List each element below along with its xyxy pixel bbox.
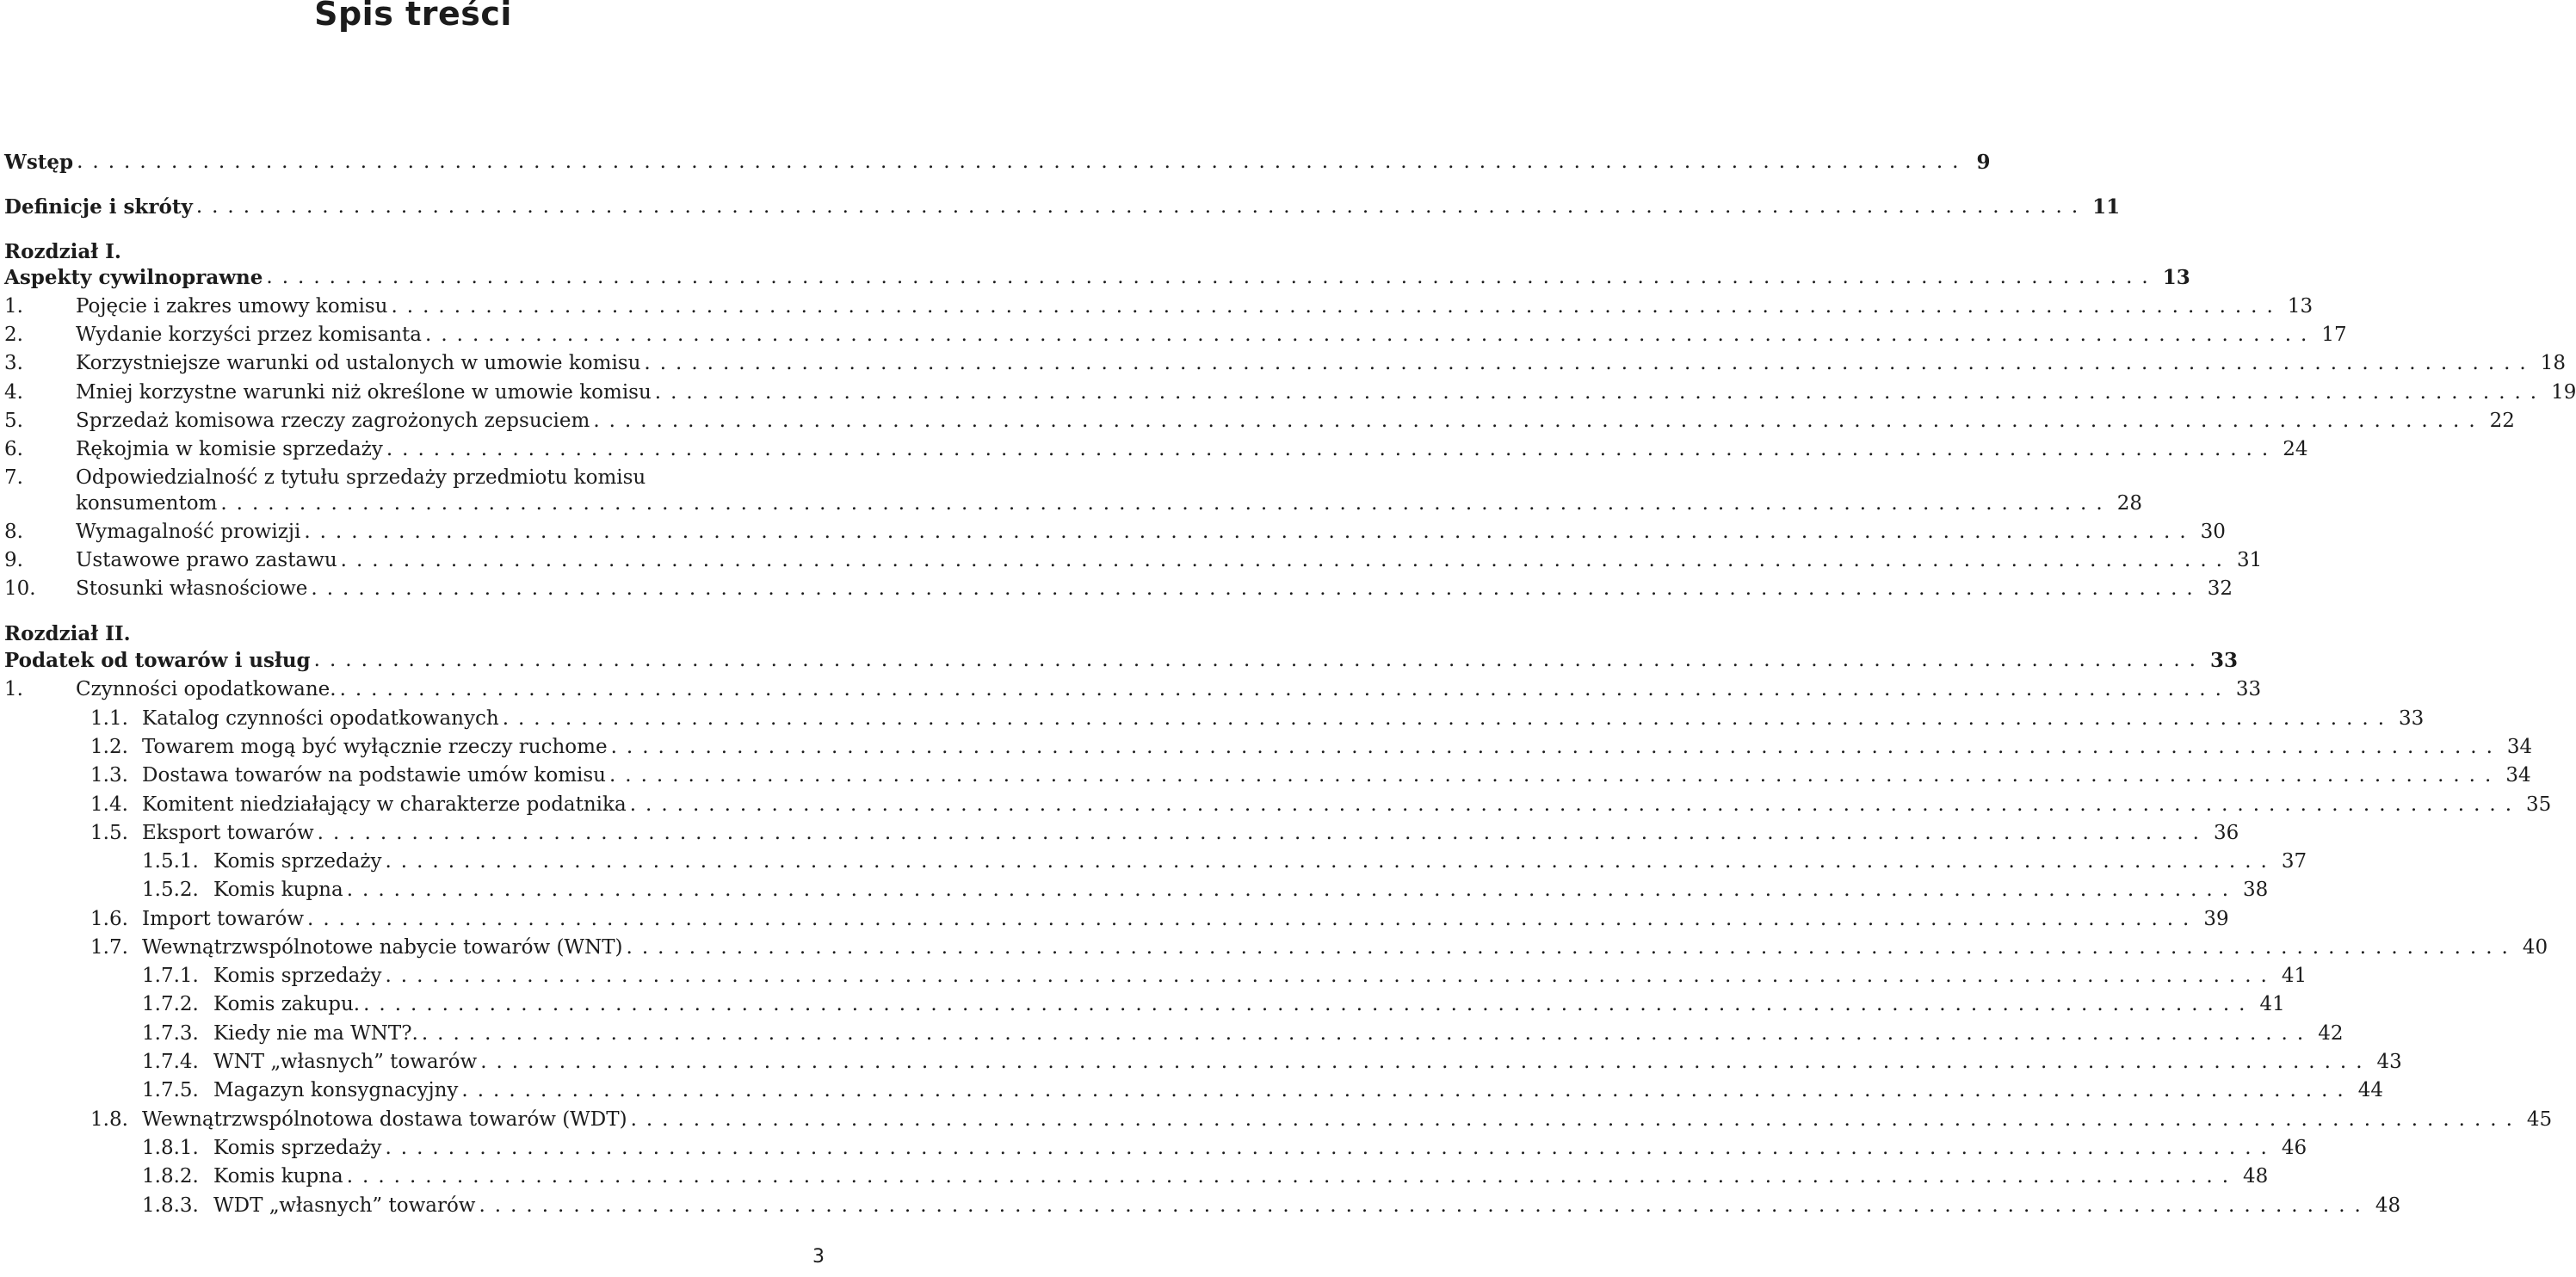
toc-entry[interactable] xyxy=(0,464,826,492)
toc-entry-label: Katalog czynności opodatkowanych xyxy=(142,705,503,733)
toc-entry-label: Komis sprzedaży xyxy=(213,1134,386,1163)
toc-entry-page: 31 xyxy=(2236,549,2263,571)
toc-entry-label: Komis kupna xyxy=(213,876,347,904)
page-title: Spis treści xyxy=(314,0,512,33)
chapter-heading: Rozdział II. xyxy=(4,622,131,645)
toc-entry-label: Dostawa towarów na podstawie umów komisu xyxy=(142,762,609,790)
toc-entry-number: 6. xyxy=(4,438,23,460)
dot-leader: ........................................................................................................................ xyxy=(266,266,2158,288)
toc-entry-page: 18 xyxy=(2540,352,2567,374)
toc-entry-number: 7. xyxy=(4,466,23,489)
toc-entry-number: 1.4. xyxy=(90,793,128,816)
toc-entry-page: 35 xyxy=(2526,793,2552,816)
toc-entry-number: 1.8.1. xyxy=(142,1137,199,1159)
toc-entry[interactable] xyxy=(0,819,2239,848)
toc-entry-page: 42 xyxy=(2318,1022,2344,1045)
toc-entry[interactable] xyxy=(0,733,2533,762)
toc-entry[interactable] xyxy=(0,1020,2344,1048)
toc-entry[interactable] xyxy=(0,1048,2402,1077)
toc-entry-number: 1.3. xyxy=(90,764,128,787)
dot-leader: ........................................................................................................................ xyxy=(385,1137,2276,1159)
toc-entry-number: 1. xyxy=(4,295,23,318)
toc-entry[interactable] xyxy=(0,518,2226,546)
toc-entry-number: 1.7.5. xyxy=(142,1079,199,1101)
dot-leader: ........................................................................................................................ xyxy=(593,410,2485,432)
toc-entry-label: WNT „własnych” towarów xyxy=(213,1048,480,1077)
toc-entry-page: 17 xyxy=(2321,324,2347,346)
toc-entry-page: 39 xyxy=(2203,908,2229,930)
toc-entry-number: 1.7. xyxy=(90,936,128,959)
toc-entry-label: Pojęcie i zakres umowy komisu xyxy=(76,293,391,321)
toc-entry[interactable] xyxy=(0,379,2576,407)
page-number: 3 xyxy=(812,1246,825,1268)
toc-entry[interactable] xyxy=(0,293,2313,321)
toc-entry-number: 2. xyxy=(4,324,23,346)
toc-entry[interactable] xyxy=(0,1163,2269,1191)
toc-entry-number: 10. xyxy=(4,577,36,600)
toc-entry-page: 38 xyxy=(2243,879,2269,901)
toc-entry[interactable] xyxy=(0,490,2142,518)
toc-entry[interactable] xyxy=(0,762,2531,790)
toc-entry-label: Wstęp xyxy=(4,148,77,176)
toc-entry-number: 1.7.4. xyxy=(142,1051,199,1073)
dot-leader: ........................................................................................................................ xyxy=(363,993,2255,1015)
toc-entry-page: 40 xyxy=(2522,936,2548,959)
toc-entry[interactable] xyxy=(0,1192,2401,1220)
toc-entry-label: Wydanie korzyści przez komisanta xyxy=(76,321,425,349)
toc-entry-page: 34 xyxy=(2505,764,2531,787)
toc-entry[interactable] xyxy=(0,705,2425,733)
toc-entry-number: 1.5.1. xyxy=(142,850,199,873)
dot-leader: ........................................................................................................................ xyxy=(479,1194,2370,1217)
toc-entry-page: 41 xyxy=(2259,993,2285,1015)
toc-entry-label: Towarem mogą być wyłącznie rzeczy ruchome xyxy=(142,733,611,762)
toc-entry-number: 3. xyxy=(4,352,23,374)
toc-entry-number: 1.5. xyxy=(90,822,128,844)
dot-leader: ........................................................................................................................ xyxy=(626,936,2517,959)
chapter-heading: Rozdział I. xyxy=(4,240,121,263)
dot-leader: ........................................................................................................................ xyxy=(425,324,2317,346)
toc-entry-page: 11 xyxy=(2092,195,2121,219)
toc-entry-label: Rękojmia w komisie sprzedaży xyxy=(76,435,386,464)
toc-entry-label: Ustawowe prawo zastawu xyxy=(76,546,341,575)
toc-entry-page: 45 xyxy=(2526,1108,2553,1131)
dot-leader: ........................................................................................................................ xyxy=(630,1108,2522,1131)
toc-entry-number: 5. xyxy=(4,410,23,432)
dot-leader: ........................................................................................................................ xyxy=(610,736,2502,758)
dot-leader: ........................................................................................................................ xyxy=(421,1022,2313,1045)
toc-entry[interactable] xyxy=(0,148,1991,176)
toc-entry-number: 1.6. xyxy=(90,908,128,930)
toc-entry-label: Definicje i skróty xyxy=(4,193,196,221)
toc-entry-label: WDT „własnych” towarów xyxy=(213,1192,479,1220)
dot-leader: ........................................................................................................................ xyxy=(608,764,2501,787)
toc-entry-label: Stosunki własnościowe xyxy=(76,575,311,603)
dot-leader: ........................................................................................................................ xyxy=(461,1079,2353,1101)
dot-leader: ........................................................................................................................ xyxy=(346,1165,2239,1188)
toc-entry-label: Magazyn konsygnacyjny xyxy=(213,1077,461,1105)
toc-entry-page: 32 xyxy=(2207,577,2233,600)
toc-entry[interactable] xyxy=(0,1077,2383,1105)
dot-leader: ........................................................................................................................ xyxy=(502,707,2394,730)
toc-entry-page: 28 xyxy=(2116,492,2142,515)
toc-entry[interactable] xyxy=(0,791,2552,819)
toc-entry-page: 43 xyxy=(2376,1051,2402,1073)
toc-entry-page: 33 xyxy=(2235,678,2262,700)
toc-entry-number: 1.7.2. xyxy=(142,993,199,1015)
toc-entry-number: 1.5.2. xyxy=(142,879,199,901)
toc-entry-page: 34 xyxy=(2506,736,2533,758)
dot-leader: ........................................................................................................................ xyxy=(339,678,2231,700)
toc-entry-label: Kiedy nie ma WNT?. xyxy=(213,1020,422,1048)
toc-entry[interactable] xyxy=(0,848,2307,876)
toc-entry-label: Eksport towarów xyxy=(142,819,318,848)
toc-entry-label: Komitent niedziałający w charakterze podatnika xyxy=(142,791,630,819)
toc-entry-page: 30 xyxy=(2200,521,2226,543)
toc-entry-label: Aspekty cywilnoprawne xyxy=(4,263,266,292)
toc-entry-page: 44 xyxy=(2357,1079,2383,1101)
toc-entry-number: 1.7.1. xyxy=(142,965,199,987)
toc-entry-page: 9 xyxy=(1976,151,1991,174)
toc-entry-label: Wymagalność prowizji xyxy=(76,518,304,546)
dot-leader: ........................................................................................................................ xyxy=(340,549,2232,571)
toc-entry[interactable] xyxy=(0,193,2121,221)
toc-entry-page: 46 xyxy=(2281,1137,2307,1159)
toc-entry-number: 1. xyxy=(4,678,23,700)
toc-entry[interactable] xyxy=(0,990,2285,1019)
toc-entry-page: 19 xyxy=(2551,381,2576,404)
dot-leader: ........................................................................................................................ xyxy=(629,793,2522,816)
toc-entry[interactable] xyxy=(0,905,2229,934)
toc-entry[interactable] xyxy=(0,1106,2553,1134)
toc-entry-label: konsumentom xyxy=(76,490,220,518)
dot-leader: ........................................................................................................................ xyxy=(385,850,2276,873)
toc-entry-page: 36 xyxy=(2214,822,2239,844)
toc-entry-page: 33 xyxy=(2399,707,2425,730)
dot-leader: ........................................................................................................................ xyxy=(654,381,2547,404)
toc-entry[interactable] xyxy=(0,349,2567,378)
toc-entry-page: 13 xyxy=(2162,266,2190,289)
dot-leader: ........................................................................................................................ xyxy=(480,1051,2372,1073)
dot-leader: ........................................................................................................................ xyxy=(386,438,2278,460)
toc-entry[interactable] xyxy=(0,646,2238,675)
toc-entry-label: Czynności opodatkowane. xyxy=(76,676,340,704)
toc-entry-number: 1.8.3. xyxy=(142,1194,199,1217)
toc-entry[interactable] xyxy=(0,1134,2307,1163)
toc-entry-number: 1.8. xyxy=(90,1108,128,1131)
toc-entry-page: 33 xyxy=(2209,649,2238,672)
dot-leader: ........................................................................................................................ xyxy=(346,879,2239,901)
toc-entry-number: 4. xyxy=(4,381,23,404)
toc-entry-number: 1.7.3. xyxy=(142,1022,199,1045)
toc-entry-label: Korzystniejsze warunki od ustalonych w umowie komisu xyxy=(76,349,644,378)
toc-entry-number: 8. xyxy=(4,521,23,543)
dot-leader: ........................................................................................................................ xyxy=(77,151,1968,173)
dot-leader: ........................................................................................................................ xyxy=(313,649,2205,671)
dot-leader: ........................................................................................................................ xyxy=(220,492,2112,515)
toc-entry[interactable] xyxy=(0,546,2263,575)
dot-leader: ........................................................................................................................ xyxy=(644,352,2536,374)
toc-entry-number: 9. xyxy=(4,549,23,571)
toc-entry-page: 48 xyxy=(2375,1194,2401,1217)
toc-entry-label: Podatek od towarów i usług xyxy=(4,646,314,675)
toc-entry-page: 13 xyxy=(2287,295,2313,318)
toc-entry-number: 1.1. xyxy=(90,707,128,730)
toc-entry-page: 37 xyxy=(2281,850,2307,873)
dot-leader: ........................................................................................................................ xyxy=(195,195,2088,218)
dot-leader: ........................................................................................................................ xyxy=(304,521,2196,543)
toc-entry-page: 22 xyxy=(2489,410,2515,432)
toc-entry[interactable] xyxy=(0,407,2515,435)
toc-entry[interactable] xyxy=(0,934,2548,962)
toc-entry[interactable] xyxy=(0,676,2262,704)
toc-entry-label: Wewnątrzwspólnotowe nabycie towarów (WNT) xyxy=(142,934,627,962)
toc-entry-label: Komis sprzedaży xyxy=(213,962,386,990)
toc-entry[interactable] xyxy=(0,321,2347,349)
toc-entry-page: 48 xyxy=(2243,1165,2269,1188)
toc-entry-label: Wewnątrzwspólnotowa dostawa towarów (WDT) xyxy=(142,1106,631,1134)
dot-leader: ........................................................................................................................ xyxy=(311,577,2202,600)
toc-entry-label: Sprzedaż komisowa rzeczy zagrożonych zepsuciem xyxy=(76,407,593,435)
toc-entry-label: Komis sprzedaży xyxy=(213,848,386,876)
toc-entry-label: Import towarów xyxy=(142,905,307,934)
toc-entry-number: 1.2. xyxy=(90,736,128,758)
toc-entry-label: Komis zakupu. xyxy=(213,990,363,1019)
dot-leader: ........................................................................................................................ xyxy=(385,965,2276,987)
toc-entry-page: 24 xyxy=(2283,438,2308,460)
toc-entry[interactable] xyxy=(0,962,2307,990)
toc-entry-page: 41 xyxy=(2281,965,2307,987)
toc-entry[interactable] xyxy=(0,263,2190,292)
toc-entry-label: Mniej korzystne warunki niż określone w umowie komisu xyxy=(76,379,655,407)
toc-entry[interactable] xyxy=(0,435,2308,464)
toc-entry-number: 1.8.2. xyxy=(142,1165,199,1188)
toc-entry-label: Odpowiedzialność z tytułu sprzedaży przedmiotu komisu xyxy=(76,464,649,492)
toc-entry[interactable] xyxy=(0,876,2269,904)
toc-entry[interactable] xyxy=(0,575,2233,603)
toc-entry-label: Komis kupna xyxy=(213,1163,347,1191)
dot-leader: ........................................................................................................................ xyxy=(391,295,2283,318)
dot-leader: ........................................................................................................................ xyxy=(317,822,2208,844)
dot-leader: ........................................................................................................................ xyxy=(307,908,2199,930)
